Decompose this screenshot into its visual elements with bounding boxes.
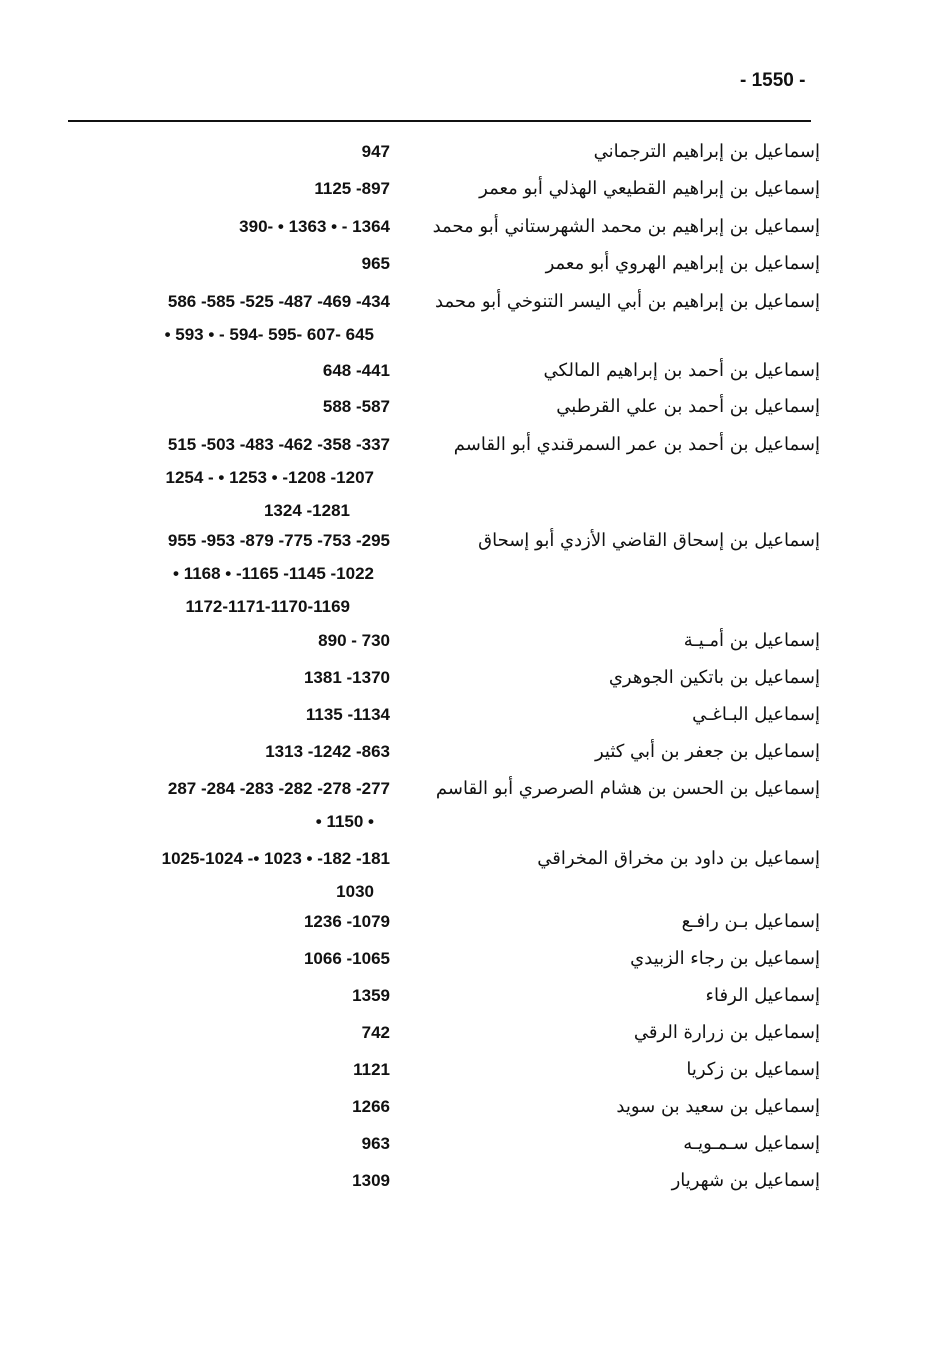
entry-pages <box>60 661 390 694</box>
entry-pages <box>60 735 390 768</box>
page-references: 515 -503 -483 -462 -358 -337 <box>167 435 390 454</box>
page-references: 1172-1171-1170-1169 <box>185 597 350 616</box>
entry-pages <box>60 842 390 908</box>
page-references: 1359 <box>352 986 390 1005</box>
page-references: 1025-1024 -• 1023 • -182 -181 <box>161 849 390 868</box>
page-references: 287 -284 -283 -282 -278 -277 <box>167 779 390 798</box>
entry-name: إسماعيل بن إبراهيم الترجماني <box>593 141 820 162</box>
page-references: 1030 <box>336 882 374 901</box>
entry-pages <box>60 772 390 838</box>
entry-name: إسماعيل بن داود بن مخراق المخراقي <box>537 848 820 869</box>
entry-pages <box>60 524 390 623</box>
entry-pages <box>60 135 390 168</box>
entry-pages <box>60 172 390 205</box>
entry-pages <box>60 624 390 657</box>
page-references: 390- • 1363 • - 1364 <box>239 217 390 236</box>
entry-name: إسماعيل بن الحسن بن هشام الصرصري أبو القاسم <box>435 778 820 799</box>
entry-name: إسماعيل بن باتكين الجوهري <box>608 667 820 688</box>
page-references: 955 -953 -879 -775 -753 -295 <box>167 531 390 550</box>
entry-pages <box>60 979 390 1012</box>
page-references: 1236 -1079 <box>303 912 390 931</box>
entry-name: إسماعيل بن إبراهيم الهروي أبو معمر <box>545 253 820 274</box>
entry-name: إسماعيل بن سعيد بن سويد <box>616 1096 820 1117</box>
entry-name: إسماعيل بن رجاء الزبيدي <box>630 948 820 969</box>
entry-pages <box>60 390 390 423</box>
page-references: 742 <box>361 1023 390 1042</box>
entry-pages <box>60 1016 390 1049</box>
entry-pages <box>60 942 390 975</box>
entry-name: إسماعيل بن زكريا <box>686 1059 820 1080</box>
entry-name: إسماعيل بن شهريار <box>671 1170 820 1191</box>
entry-pages <box>60 285 390 351</box>
entry-name: إسماعيل بن إبراهيم القطيعي الهذلي أبو معمر <box>479 178 820 199</box>
entry-pages <box>60 1164 390 1197</box>
page-references: 965 <box>361 254 390 273</box>
entry-name: إسماعيل بن أحمد بن علي القرطبي <box>556 396 820 417</box>
entry-name: إسماعيل بن أحمد بن إبراهيم المالكي <box>543 360 820 381</box>
entry-pages <box>60 1053 390 1086</box>
entry-pages <box>60 1127 390 1160</box>
page-references: 1066 -1065 <box>303 949 390 968</box>
page-references: 1135 -1134 <box>305 705 390 724</box>
entry-name: إسماعيل سـمـويـه <box>683 1133 820 1154</box>
page-references: 1125 -897 <box>314 179 390 198</box>
page-references: 947 <box>361 142 390 161</box>
page-references: 586 -585 -525 -487 -469 -434 <box>167 292 390 311</box>
entry-pages <box>60 698 390 731</box>
entry-name: إسماعيل بن إبراهيم بن أبي اليسر التنوخي أبو محمد <box>435 291 820 312</box>
page-references: 1121 <box>353 1060 390 1079</box>
page-references: 963 <box>361 1134 390 1153</box>
page-references: 1313 -1242 -863 <box>265 742 390 761</box>
entry-name: إسماعيل بن أمـيـة <box>683 630 820 651</box>
entry-pages <box>60 1090 390 1123</box>
entry-name: إسماعيل بن جعفر بن أبي كثير <box>594 741 820 762</box>
entry-pages <box>60 428 390 527</box>
page-references: 1309 <box>352 1171 390 1190</box>
entry-name: إسماعيل بن زرارة الرقي <box>633 1022 820 1043</box>
page-references: 1381 -1370 <box>303 668 390 687</box>
entry-pages <box>60 247 390 280</box>
page-references: 1254 - • 1253 • -1208 -1207 <box>165 468 374 487</box>
page-references: • 593 • - 594- 595- 607- 645 <box>164 325 374 344</box>
page-references: • 1150 • <box>315 812 374 831</box>
entry-pages <box>60 905 390 938</box>
page-references: 648 -441 <box>322 361 390 380</box>
entry-name: إسماعيل بن أحمد بن عمر السمرقندي أبو القاسم <box>453 434 820 455</box>
page-number: - 1550 - <box>740 70 806 91</box>
page-references: 588 -587 <box>322 397 390 416</box>
page-references: • 1168 • -1165 -1145 -1022 <box>173 564 374 583</box>
entry-pages <box>60 354 390 387</box>
entry-name: إسماعيل بن إبراهيم بن محمد الشهرستاني أبو محمد <box>432 216 820 237</box>
entry-name: إسماعيل بن إسحاق القاضي الأزدي أبو إسحاق <box>478 530 820 551</box>
page-references: 1324 -1281 <box>263 501 350 520</box>
page-references: 890 - 730 <box>318 631 390 650</box>
entry-name: إسماعيل بـن رافـع <box>681 911 820 932</box>
page-references: 1266 <box>352 1097 390 1116</box>
entry-pages <box>60 210 390 243</box>
entry-name: إسماعيل الرفاء <box>705 985 820 1006</box>
entry-name: إسماعيل البـاغـي <box>692 704 820 725</box>
